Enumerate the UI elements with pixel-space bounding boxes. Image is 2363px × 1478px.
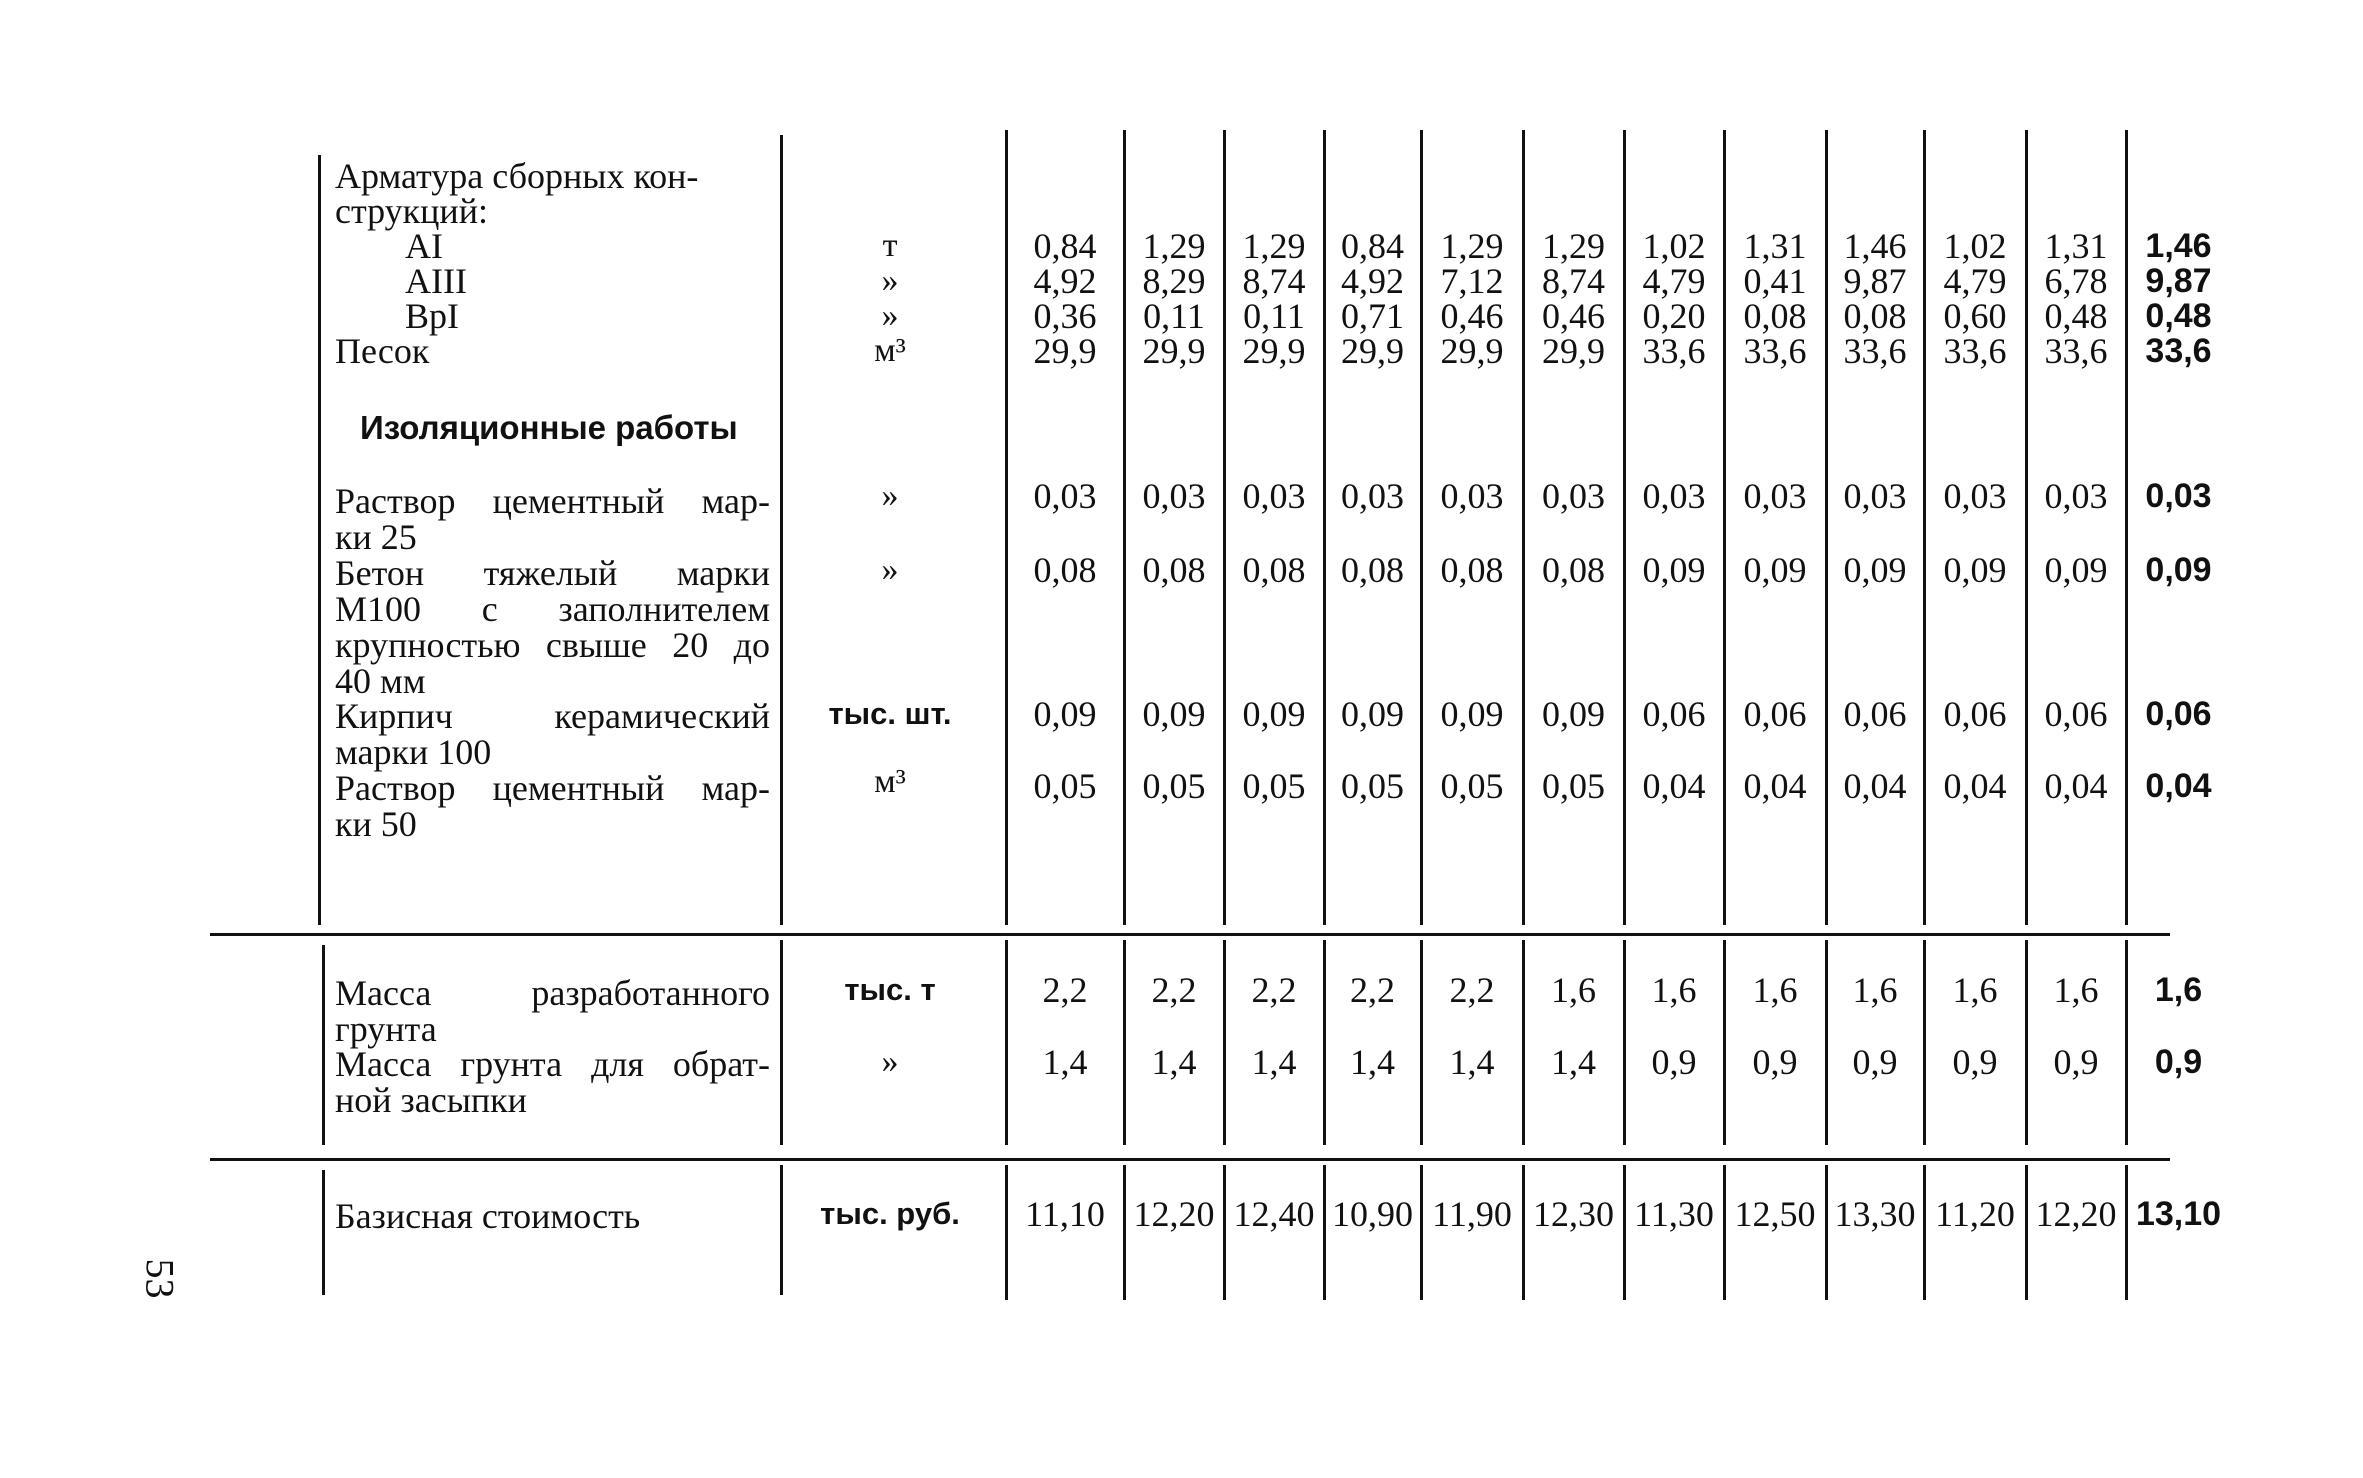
unit-sand: м³ [874, 332, 906, 369]
reinforcement-row-2-col-2: 8,29 [1142, 261, 1206, 301]
soil-row-1-col-4: 2,2 [1350, 970, 1395, 1010]
soil-row-1-col-10: 1,6 [1952, 970, 1998, 1010]
column-rule-4-band-2 [1323, 940, 1326, 1145]
column-rule-2-band-3 [1123, 1165, 1126, 1300]
reinforcement-row-1-col-8: 1,31 [1743, 226, 1807, 266]
unit-bpi: » [881, 297, 899, 334]
column-rule-8-band-2 [1723, 940, 1726, 1145]
reinforcement-row-3-col-6: 0,46 [1542, 296, 1605, 336]
insulation-row-3-col-12: 0,06 [2145, 695, 2212, 733]
insulation-row-4-line-1: Раствор цементный мар- [335, 768, 770, 808]
column-rule-4-band-1 [1323, 130, 1326, 925]
column-rule-3-band-3 [1223, 1165, 1226, 1300]
reinforcement-row-4-col-2: 29,9 [1142, 331, 1206, 371]
insulation-row-4-col-4: 0,05 [1341, 766, 1404, 806]
insulation-row-3-label [335, 698, 770, 770]
reinforcement-row-1-col-7: 1,02 [1642, 226, 1706, 266]
cost-row-col-11: 12,20 [2035, 1194, 2117, 1234]
reinforcement-row-4-col-4: 29,9 [1341, 331, 1404, 371]
column-rule-9-band-2 [1825, 940, 1828, 1145]
insulation-row-2-col-2: 0,08 [1142, 550, 1206, 590]
column-rule-4-band-3 [1323, 1165, 1326, 1300]
soil-row-1-col-11: 1,6 [2053, 970, 2099, 1010]
soil-row-1-col-1: 2,2 [1042, 970, 1088, 1010]
soil-row-2-line-1: Масса грунта для обрат- [335, 1044, 770, 1084]
column-rule-11-band-1 [2025, 130, 2028, 925]
reinforcement-row-1-col-6: 1,29 [1542, 226, 1605, 266]
soil-row-2-col-4: 1,4 [1350, 1042, 1395, 1082]
reinforcement-row-3-col-11: 0,48 [2044, 296, 2108, 336]
insulation-row-4-col-1: 0,05 [1033, 766, 1097, 806]
insulation-row-4-col-6: 0,05 [1542, 766, 1605, 806]
insulation-row-2-col-8: 0,09 [1743, 550, 1807, 590]
soil-row-1-col-12: 1,6 [2154, 971, 2203, 1009]
unit-insulation-2: » [881, 551, 899, 588]
unit-soil-2: » [881, 1043, 899, 1080]
soil-row-2-col-12: 0,9 [2154, 1043, 2203, 1081]
reinforcement-row-4-col-1: 29,9 [1033, 331, 1097, 371]
reinforcement-row-3-col-9: 0,08 [1843, 296, 1907, 336]
insulation-row-1-col-3: 0,03 [1242, 476, 1306, 516]
reinforcement-row-2-col-10: 4,79 [1943, 261, 2007, 301]
reinforcement-row-4-col-9: 33,6 [1843, 331, 1907, 371]
column-rule-11-band-2 [2025, 940, 2028, 1145]
insulation-row-4-col-10: 0,04 [1943, 766, 2007, 806]
cost-row-col-12: 13,10 [2135, 1195, 2222, 1233]
reinforcement-row-4-col-10: 33,6 [1943, 331, 2007, 371]
unit-insulation-3: тыс. шт. [828, 696, 952, 731]
column-rule-10-band-2 [1923, 940, 1926, 1145]
insulation-row-1-line-1: Раствор цементный мар- [335, 481, 770, 521]
reinforcement-row-1-col-1: 0,84 [1033, 226, 1097, 266]
soil-row-2-line-2: ной засыпки [335, 1080, 527, 1120]
reinforcement-row-3-col-1: 0,36 [1033, 296, 1097, 336]
soil-row-2-col-8: 0,9 [1752, 1042, 1798, 1082]
insulation-row-1-col-8: 0,03 [1743, 476, 1807, 516]
insulation-row-3-col-9: 0,06 [1843, 694, 1907, 734]
insulation-row-2-col-9: 0,09 [1843, 550, 1907, 590]
row-label-bpi: BpI [405, 296, 459, 336]
insulation-row-4-col-2: 0,05 [1142, 766, 1206, 806]
column-rule-12-band-1 [2125, 130, 2128, 925]
row-label-sand: Песок [335, 331, 430, 371]
insulation-row-4-line-2: ки 50 [335, 804, 417, 844]
reinforcement-title-line-2: струкций: [335, 191, 488, 231]
soil-row-1-col-5: 2,2 [1449, 970, 1495, 1010]
insulation-row-1-line-2: ки 25 [335, 517, 417, 557]
insulation-row-1-col-5: 0,03 [1440, 476, 1504, 516]
column-rule-6-band-2 [1522, 940, 1525, 1145]
reinforcement-row-3-col-2: 0,11 [1143, 296, 1205, 336]
insulation-row-3-line-1: Кирпич керамический [335, 696, 770, 736]
column-rule-7-band-2 [1623, 940, 1626, 1145]
insulation-row-2-col-7: 0,09 [1642, 550, 1706, 590]
cost-label: Базисная стоимость [335, 1196, 641, 1236]
reinforcement-row-1-col-10: 1,02 [1943, 226, 2007, 266]
column-rule-10-band-1 [1923, 130, 1926, 925]
cost-row-col-8: 12,50 [1734, 1194, 1816, 1234]
insulation-row-3-col-3: 0,09 [1242, 694, 1306, 734]
rule-horizontal-1 [210, 933, 2170, 936]
reinforcement-row-4-col-11: 33,6 [2044, 331, 2108, 371]
column-rule-7-band-3 [1623, 1165, 1626, 1300]
soil-row-1-col-8: 1,6 [1752, 970, 1798, 1010]
column-rule-10-band-3 [1923, 1165, 1926, 1300]
insulation-row-2-col-6: 0,08 [1542, 550, 1605, 590]
reinforcement-row-4-col-5: 29,9 [1440, 331, 1504, 371]
reinforcement-title-line-1: Арматура сборных кон- [335, 156, 699, 196]
insulation-heading: Изоляционные работы [360, 409, 738, 446]
insulation-row-1-col-10: 0,03 [1943, 476, 2007, 516]
rule-label-right-mid [780, 940, 783, 1145]
insulation-row-4-col-8: 0,04 [1743, 766, 1807, 806]
insulation-row-4-col-11: 0,04 [2044, 766, 2108, 806]
insulation-row-3-col-10: 0,06 [1943, 694, 2007, 734]
insulation-row-1-col-9: 0,03 [1843, 476, 1907, 516]
reinforcement-row-1-col-5: 1,29 [1440, 226, 1504, 266]
column-rule-12-band-3 [2125, 1165, 2128, 1300]
insulation-row-4-col-7: 0,04 [1642, 766, 1706, 806]
row-label-ai: AI [405, 226, 443, 266]
reinforcement-row-2-col-1: 4,92 [1033, 261, 1097, 301]
reinforcement-row-3-col-5: 0,46 [1440, 296, 1504, 336]
rule-horizontal-2 [210, 1158, 2170, 1161]
insulation-row-3-col-2: 0,09 [1142, 694, 1206, 734]
column-rule-9-band-3 [1825, 1165, 1828, 1300]
cost-row-col-3: 12,40 [1233, 1194, 1315, 1234]
column-rule-3-band-2 [1223, 940, 1226, 1145]
column-rule-2-band-2 [1123, 940, 1126, 1145]
reinforcement-row-1-col-11: 1,31 [2044, 226, 2108, 266]
insulation-row-1-col-7: 0,03 [1642, 476, 1706, 516]
soil-row-1-col-2: 2,2 [1151, 970, 1197, 1010]
reinforcement-row-4-col-3: 29,9 [1242, 331, 1306, 371]
reinforcement-row-4-col-12: 33,6 [2145, 332, 2212, 370]
unit-cost: тыс. руб. [820, 1196, 960, 1231]
soil-row-1-line-2: грунта [335, 1009, 437, 1049]
soil-row-2-col-11: 0,9 [2053, 1042, 2099, 1082]
rule-label-left-top [318, 155, 321, 925]
soil-row-2-label [335, 1046, 770, 1118]
column-rule-2-band-1 [1123, 130, 1126, 925]
soil-row-2-col-3: 1,4 [1251, 1042, 1297, 1082]
cost-row-col-6: 12,30 [1533, 1194, 1614, 1234]
reinforcement-row-2-col-6: 8,74 [1542, 261, 1605, 301]
column-rule-5-band-3 [1420, 1165, 1423, 1300]
reinforcement-row-1-col-4: 0,84 [1341, 226, 1404, 266]
column-rule-6-band-3 [1522, 1165, 1525, 1300]
insulation-row-3-col-11: 0,06 [2044, 694, 2108, 734]
column-rule-1-band-2 [1005, 940, 1008, 1145]
column-rule-6-band-1 [1522, 130, 1525, 925]
reinforcement-row-1-col-9: 1,46 [1843, 226, 1907, 266]
insulation-row-1-col-1: 0,03 [1033, 476, 1097, 516]
insulation-row-3-col-6: 0,09 [1542, 694, 1605, 734]
soil-row-2-col-10: 0,9 [1952, 1042, 1998, 1082]
reinforcement-row-2-col-4: 4,92 [1341, 261, 1404, 301]
column-rule-7-band-1 [1623, 130, 1626, 925]
insulation-row-3-line-2: марки 100 [335, 732, 492, 772]
insulation-row-2-col-11: 0,09 [2044, 550, 2108, 590]
insulation-row-3-col-4: 0,09 [1341, 694, 1404, 734]
reinforcement-row-2-col-5: 7,12 [1440, 261, 1504, 301]
reinforcement-row-4-col-7: 33,6 [1642, 331, 1706, 371]
insulation-row-1-col-2: 0,03 [1142, 476, 1206, 516]
reinforcement-row-1-col-2: 1,29 [1142, 226, 1206, 266]
insulation-row-1-label [335, 483, 770, 555]
column-rule-11-band-3 [2025, 1165, 2028, 1300]
column-rule-8-band-1 [1723, 130, 1726, 925]
column-rule-1-band-1 [1005, 130, 1008, 925]
insulation-row-1-col-11: 0,03 [2044, 476, 2108, 516]
insulation-row-2-col-12: 0,09 [2145, 551, 2212, 589]
reinforcement-row-3-col-8: 0,08 [1743, 296, 1807, 336]
insulation-row-2-line-1: Бетон тяжелый марки [335, 553, 770, 593]
column-rule-8-band-3 [1723, 1165, 1726, 1300]
cost-row-col-4: 10,90 [1332, 1194, 1413, 1234]
unit-aiii: » [881, 262, 899, 299]
column-rule-5-band-2 [1420, 940, 1423, 1145]
soil-row-2-col-6: 1,4 [1551, 1042, 1596, 1082]
insulation-row-3-col-1: 0,09 [1033, 694, 1097, 734]
column-rule-12-band-2 [2125, 940, 2128, 1145]
soil-row-1-col-7: 1,6 [1651, 970, 1697, 1010]
cost-row-col-9: 13,30 [1834, 1194, 1916, 1234]
reinforcement-row-2-col-7: 4,79 [1642, 261, 1706, 301]
reinforcement-row-2-col-9: 9,87 [1843, 261, 1907, 301]
insulation-row-1-col-6: 0,03 [1542, 476, 1605, 516]
insulation-row-4-col-3: 0,05 [1242, 766, 1306, 806]
insulation-row-2-line-2: М100 с заполнителем [335, 589, 770, 629]
reinforcement-row-4-col-6: 29,9 [1542, 331, 1605, 371]
soil-row-2-col-9: 0,9 [1852, 1042, 1898, 1082]
insulation-row-4-col-5: 0,05 [1440, 766, 1504, 806]
column-rule-9-band-1 [1825, 130, 1828, 925]
soil-row-1-line-1: Масса разработанного [335, 973, 770, 1013]
insulation-row-2-col-10: 0,09 [1943, 550, 2007, 590]
insulation-row-2-col-4: 0,08 [1341, 550, 1404, 590]
page-number: 53 [137, 1258, 183, 1299]
insulation-row-2-label [335, 555, 770, 699]
cost-row-col-5: 11,90 [1432, 1194, 1512, 1234]
unit-insulation-1: » [881, 477, 899, 514]
cost-row-col-2: 12,20 [1133, 1194, 1215, 1234]
soil-row-1-col-9: 1,6 [1852, 970, 1898, 1010]
unit-soil-1: тыс. т [844, 972, 936, 1007]
cost-row-col-1: 11,10 [1025, 1194, 1105, 1234]
soil-row-2-col-1: 1,4 [1042, 1042, 1088, 1082]
reinforcement-row-1-col-3: 1,29 [1242, 226, 1306, 266]
reinforcement-row-2-col-3: 8,74 [1242, 261, 1306, 301]
insulation-row-2-col-1: 0,08 [1033, 550, 1097, 590]
reinforcement-row-3-col-12: 0,48 [2145, 297, 2212, 335]
reinforcement-row-3-col-4: 0,71 [1341, 296, 1404, 336]
insulation-row-1-col-12: 0,03 [2145, 477, 2212, 515]
reinforcement-row-2-col-11: 6,78 [2044, 261, 2108, 301]
reinforcement-row-2-col-12: 9,87 [2145, 262, 2212, 300]
insulation-row-3-col-5: 0,09 [1440, 694, 1504, 734]
insulation-row-2-line-3: крупностью свыше 20 до [335, 625, 770, 665]
insulation-row-3-col-8: 0,06 [1743, 694, 1807, 734]
insulation-row-4-col-12: 0,04 [2145, 767, 2212, 805]
insulation-row-2-line-4: 40 мм [335, 661, 426, 701]
soil-row-1-label [335, 975, 770, 1047]
cost-row-col-10: 11,20 [1935, 1194, 2015, 1234]
column-rule-5-band-1 [1420, 130, 1423, 925]
reinforcement-row-2-col-8: 0,41 [1743, 261, 1807, 301]
soil-row-2-col-2: 1,4 [1151, 1042, 1197, 1082]
insulation-row-1-col-4: 0,03 [1341, 476, 1404, 516]
insulation-row-3-col-7: 0,06 [1642, 694, 1706, 734]
column-rule-1-band-3 [1005, 1165, 1008, 1300]
reinforcement-row-3-col-7: 0,20 [1642, 296, 1706, 336]
insulation-row-4-label [335, 770, 770, 842]
soil-row-1-col-6: 1,6 [1551, 970, 1596, 1010]
soil-row-1-col-3: 2,2 [1251, 970, 1297, 1010]
row-label-aiii: AIII [405, 261, 467, 301]
insulation-row-2-col-5: 0,08 [1440, 550, 1504, 590]
unit-ai: т [882, 227, 898, 264]
insulation-row-2-col-3: 0,08 [1242, 550, 1306, 590]
unit-insulation-4: м³ [874, 763, 906, 800]
reinforcement-row-4-col-8: 33,6 [1743, 331, 1807, 371]
soil-row-2-col-5: 1,4 [1449, 1042, 1495, 1082]
rule-label-left-bot [322, 1170, 325, 1295]
column-rule-3-band-1 [1223, 130, 1226, 925]
reinforcement-row-1-col-12: 1,46 [2145, 227, 2212, 265]
cost-row-col-7: 11,30 [1634, 1194, 1714, 1234]
reinforcement-row-3-col-3: 0,11 [1243, 296, 1305, 336]
reinforcement-row-3-col-10: 0,60 [1943, 296, 2007, 336]
insulation-row-4-col-9: 0,04 [1843, 766, 1907, 806]
rule-label-left-mid [322, 945, 325, 1145]
soil-row-2-col-7: 0,9 [1651, 1042, 1697, 1082]
